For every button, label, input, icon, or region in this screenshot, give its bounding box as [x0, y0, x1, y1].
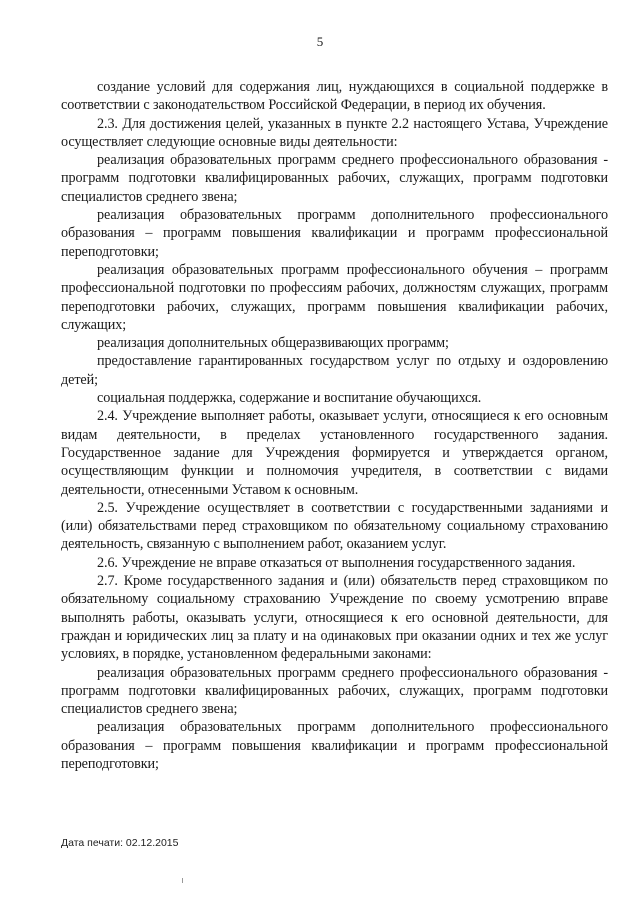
paragraph-4: реализация образовательных программ дополнительного профессионального образования – программ повышения квалификации и программ профессиональной переподготовки; — [61, 207, 608, 260]
paragraph-7: предоставление гарантированных государством услуг по отдыху и оздоровлению детей; — [61, 353, 608, 388]
page-number: 5 — [316, 34, 324, 49]
paragraph-2: 2.3. Для достижения целей, указанных в пункте 2.2 настоящего Устава, Учреждение осуществляет следующие основные виды деятельности: — [61, 115, 608, 150]
paragraph-9: 2.4. Учреждение выполняет работы, оказывает услуги, относящиеся к его основным видам деятельности, в пределах установленного государственного задания. Государственное задание для Учреждения формируется и утверждается органом, осуществляющим функции и полномочия учредителя, в соответствии с видами деятельности, отнесенными Уставом к основным. — [61, 408, 608, 498]
print-date: Дата печати: 02.12.2015 — [61, 837, 179, 849]
paragraph-5: реализация образовательных программ профессионального обучения – программ профессиональной подготовки по профессиям рабочих, должностям служащих, программ переподготовки рабочих, служащих, программ повышения квалификации рабочих, служащих; — [61, 261, 608, 333]
paragraph-1: создание условий для содержания лиц, нуждающихся в социальной поддержке в соответствии с законодательством Российской Федерации, в период их обучения. — [61, 79, 608, 114]
paragraph-11: 2.6. Учреждение не вправе отказаться от выполнения государственного задания. — [97, 554, 576, 571]
paragraph-3: реализация образовательных программ среднего профессионального образования - программ подготовки квалифицированных рабочих, служащих, программ подготовки специалистов среднего звена; — [61, 152, 608, 205]
paragraph-10: 2.5. Учреждение осуществляет в соответствии с государственными заданиями и (или) обязательствами перед страховщиком по обязательному социальному страхованию деятельность, связанную с выполнением работ, оказанием услуг. — [61, 499, 608, 553]
paragraph-12: 2.7. Кроме государственного задания и (или) обязательств перед страховщиком по обязательному социальному страхованию Учреждение по своему усмотрению вправе выполнять работы, оказывать услуги, относящиеся к его основной деятельности, для граждан и юридических лиц за плату и на одинаковых при оказании одних и тех же услуг условиях, в порядке, установленном федеральными законами: — [61, 573, 608, 663]
paragraph-13: реализация образовательных программ среднего профессионального образования - программ подготовки квалифицированных рабочих, служащих, программ подготовки специалистов среднего звена; — [61, 664, 608, 718]
paragraph-6: реализация дополнительных общеразвивающих программ; — [97, 335, 449, 352]
document-body — [61, 78, 608, 773]
paragraph-14: реализация образовательных программ дополнительного профессионального образования – программ повышения квалификации и программ профессиональной переподготовки; — [61, 719, 608, 772]
scan-mark — [182, 878, 183, 883]
paragraph-8: социальная поддержка, содержание и воспитание обучающихся. — [97, 390, 482, 407]
